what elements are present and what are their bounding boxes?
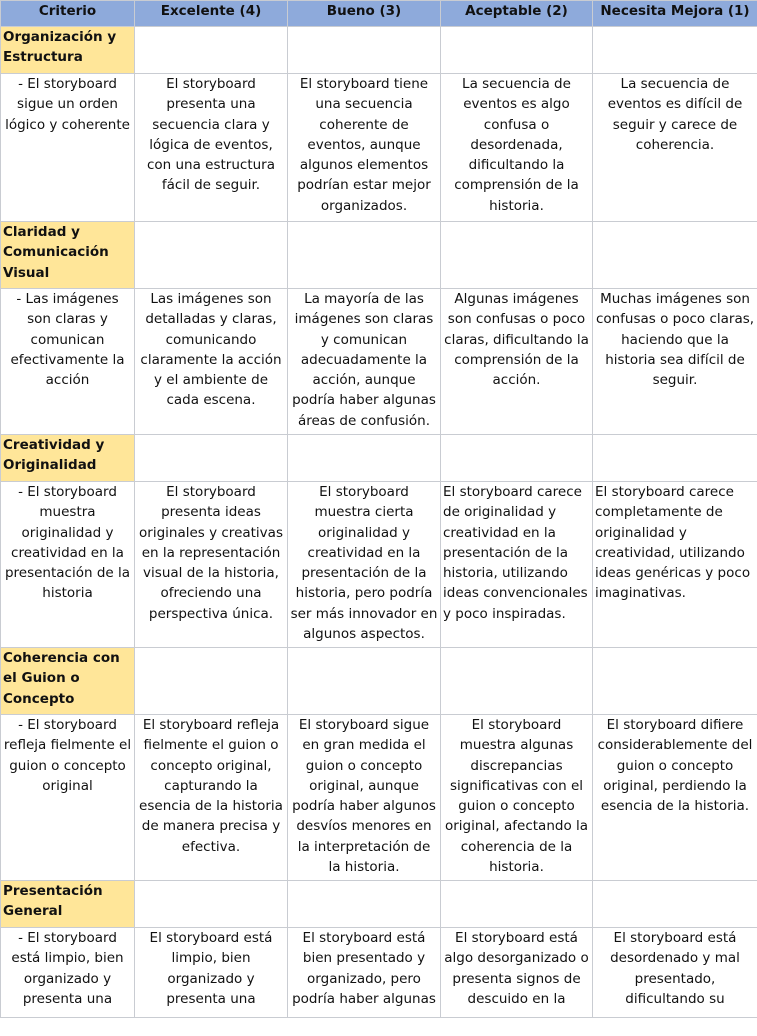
table-row (1, 74, 757, 222)
level-necesita-mejora-cell: Muchas imágenes son confusas o poco claras, haciendo que la historia sea difícil de seguir. (593, 289, 757, 435)
level-aceptable-cell: El storyboard muestra algunas discrepancias significativas con el guion o concepto original, afectando la coherencia de la historia. (441, 715, 593, 881)
header-bueno: Bueno (3) (288, 1, 441, 27)
level-bueno-cell: El storyboard está bien presentado y organizado, pero podría haber algunas (288, 928, 441, 1018)
level-aceptable-cell: Algunas imágenes son confusas o poco claras, dificultando la comprensión de la acción. (441, 289, 593, 435)
level-aceptable-cell: La secuencia de eventos es algo confusa o desordenada, dificultando la comprensión de la historia. (441, 74, 593, 222)
section-title: Creatividad y Originalidad (1, 435, 135, 482)
level-bueno-cell: El storyboard tiene una secuencia coherente de eventos, aunque algunos elementos podrían estar mejor organizados. (288, 74, 441, 222)
header-criterio: Criterio (1, 1, 135, 27)
level-excelente-cell: El storyboard refleja fielmente el guion o concepto original, capturando la esencia de la historia de manera precisa y efectiva. (135, 715, 288, 881)
criterion-cell: - El storyboard refleja fielmente el guion o concepto original (1, 715, 135, 881)
level-excelente-cell: El storyboard presenta ideas originales y creativas en la representación visual de la historia, ofreciendo una perspectiva única. (135, 482, 288, 648)
section-title-row (1, 881, 757, 928)
section-title: Organización y Estructura (1, 27, 135, 74)
table-row (1, 482, 757, 648)
level-excelente-cell: El storyboard está limpio, bien organizado y presenta una (135, 928, 288, 1018)
level-necesita-mejora-cell: El storyboard está desordenado y mal presentado, dificultando su (593, 928, 757, 1018)
table-row (1, 928, 757, 1018)
level-necesita-mejora-cell: El storyboard difiere considerablemente del guion o concepto original, perdiendo la esencia de la historia. (593, 715, 757, 881)
section-title: Claridad y Comunicación Visual (1, 222, 135, 289)
criterion-cell: - El storyboard muestra originalidad y creatividad en la presentación de la historia (1, 482, 135, 648)
section-title: Presentación General (1, 881, 135, 928)
section-title-row (1, 648, 757, 715)
level-excelente-cell: Las imágenes son detalladas y claras, comunicando claramente la acción y el ambiente de cada escena. (135, 289, 288, 435)
header-aceptable: Aceptable (2) (441, 1, 593, 27)
criterion-cell: - El storyboard sigue un orden lógico y coherente (1, 74, 135, 222)
section-title-row (1, 222, 757, 289)
level-aceptable-cell: El storyboard carece de originalidad y creatividad en la presentación de la historia, utilizando ideas convencionales y poco inspiradas. (441, 482, 593, 648)
level-necesita-mejora-cell: El storyboard carece completamente de originalidad y creatividad, utilizando ideas genéricas y poco imaginativas. (593, 482, 757, 648)
header-excelente: Excelente (4) (135, 1, 288, 27)
level-bueno-cell: El storyboard muestra cierta originalidad y creatividad en la presentación de la historia, pero podría ser más innovador en algunos aspectos. (288, 482, 441, 648)
section-title: Coherencia con el Guion o Concepto (1, 648, 135, 715)
level-bueno-cell: El storyboard sigue en gran medida el guion o concepto original, aunque podría haber algunos desvíos menores en la interpretación de la historia. (288, 715, 441, 881)
section-title-row (1, 435, 757, 482)
level-bueno-cell: La mayoría de las imágenes son claras y comunican adecuadamente la acción, aunque podría haber algunas áreas de confusión. (288, 289, 441, 435)
level-necesita-mejora-cell: La secuencia de eventos es difícil de seguir y carece de coherencia. (593, 74, 757, 222)
level-aceptable-cell: El storyboard está algo desorganizado o presenta signos de descuido en la (441, 928, 593, 1018)
table-row (1, 289, 757, 435)
level-excelente-cell: El storyboard presenta una secuencia clara y lógica de eventos, con una estructura fácil de seguir. (135, 74, 288, 222)
criterion-cell: - El storyboard está limpio, bien organizado y presenta una (1, 928, 135, 1018)
section-title-row (1, 27, 757, 74)
table-row (1, 715, 757, 881)
criterion-cell: - Las imágenes son claras y comunican efectivamente la acción (1, 289, 135, 435)
header-necesita-mejora: Necesita Mejora (1) (593, 1, 757, 27)
header-row (1, 1, 757, 27)
